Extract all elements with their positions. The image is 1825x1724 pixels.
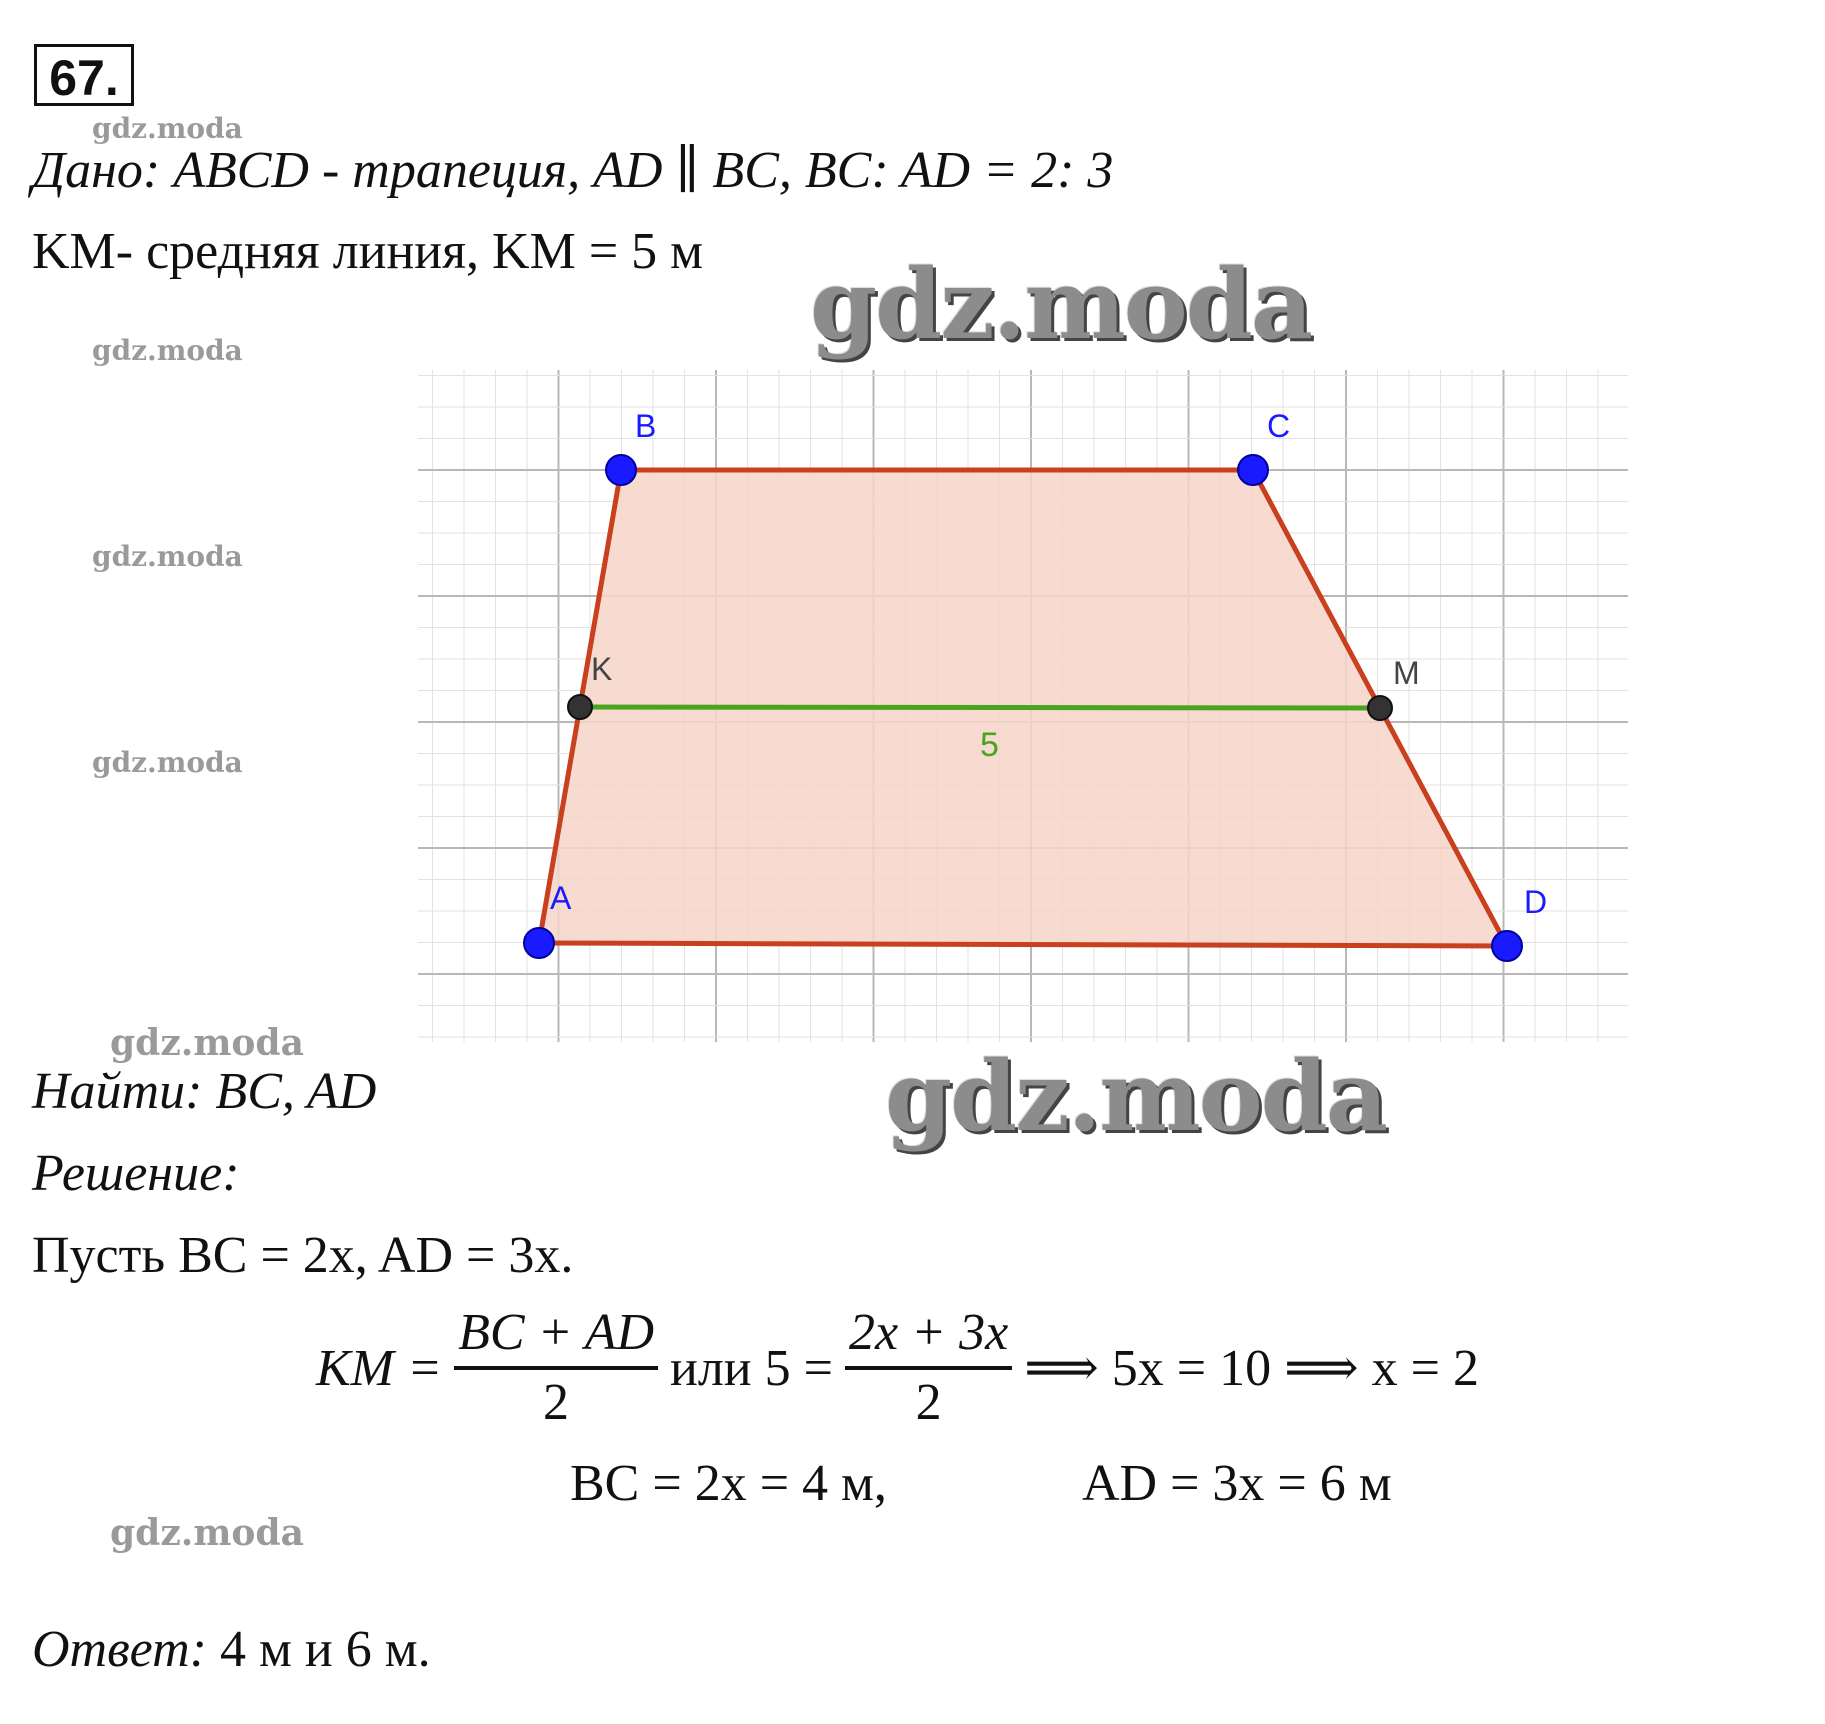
watermark-large: gdz.moda	[885, 1040, 1387, 1153]
formula-lhs: KM =	[316, 1339, 443, 1397]
solution-heading	[32, 1144, 240, 1203]
label-m: M	[1393, 655, 1420, 691]
watermark: gdz.moda	[92, 746, 243, 779]
watermark: gdz.moda	[110, 1022, 304, 1064]
fraction-2-denominator: 2	[915, 1374, 942, 1431]
km-formula	[316, 1300, 1479, 1436]
let-line: Пусть BC = 2x, AD = 3x.	[32, 1227, 574, 1284]
result-bc: BC = 2x = 4 м,	[570, 1455, 887, 1512]
fraction-1	[454, 1300, 658, 1436]
watermark: gdz.moda	[92, 112, 243, 145]
trapezoid-figure	[418, 370, 1628, 1042]
label-d: D	[1524, 884, 1548, 920]
side-da	[539, 943, 1507, 946]
given-label: Дано	[32, 142, 143, 199]
solution-colon: :	[222, 1145, 240, 1202]
label-c: C	[1267, 408, 1291, 444]
label-k: K	[591, 651, 613, 687]
vertex-c	[1238, 455, 1268, 485]
vertex-a	[524, 928, 554, 958]
point-m	[1368, 696, 1392, 720]
fraction-2	[845, 1300, 1012, 1436]
vertex-b	[606, 455, 636, 485]
label-km-length: 5	[980, 726, 999, 764]
given-text-1: : ABCD - трапеция, AD ∥ BC, BC: AD = 2: 3	[142, 142, 1114, 199]
result-ad: AD = 3x = 6 м	[1082, 1455, 1392, 1512]
formula-middle: или 5 =	[670, 1339, 833, 1397]
watermark: gdz.moda	[92, 540, 243, 573]
answer-label: Ответ:	[32, 1621, 207, 1678]
midline-km	[580, 707, 1380, 708]
find-line	[32, 1062, 376, 1121]
given-line-2: KM- средняя линия, KM = 5 м	[32, 223, 704, 280]
fraction-2-numerator: 2x + 3x	[848, 1304, 1009, 1361]
fraction-1-numerator: BC + AD	[458, 1304, 655, 1361]
problem-number: 67.	[34, 44, 134, 106]
find-text: : BC, AD	[185, 1063, 377, 1120]
watermark: gdz.moda	[110, 1512, 304, 1554]
solution-label: Решение	[32, 1145, 223, 1202]
watermark: gdz.moda	[92, 334, 243, 367]
watermark-large: gdz.moda	[810, 248, 1312, 361]
formula-rhs: ⟹ 5x = 10 ⟹ x = 2	[1024, 1340, 1479, 1397]
vertex-d	[1492, 931, 1522, 961]
answer-line	[32, 1620, 431, 1679]
label-b: B	[635, 408, 657, 444]
fraction-1-denominator: 2	[543, 1374, 570, 1431]
label-a: A	[550, 880, 572, 916]
point-k	[568, 695, 592, 719]
find-label: Найти	[32, 1063, 186, 1120]
answer-text: 4 м и 6 м.	[206, 1621, 431, 1678]
given-line-1	[32, 140, 1113, 200]
